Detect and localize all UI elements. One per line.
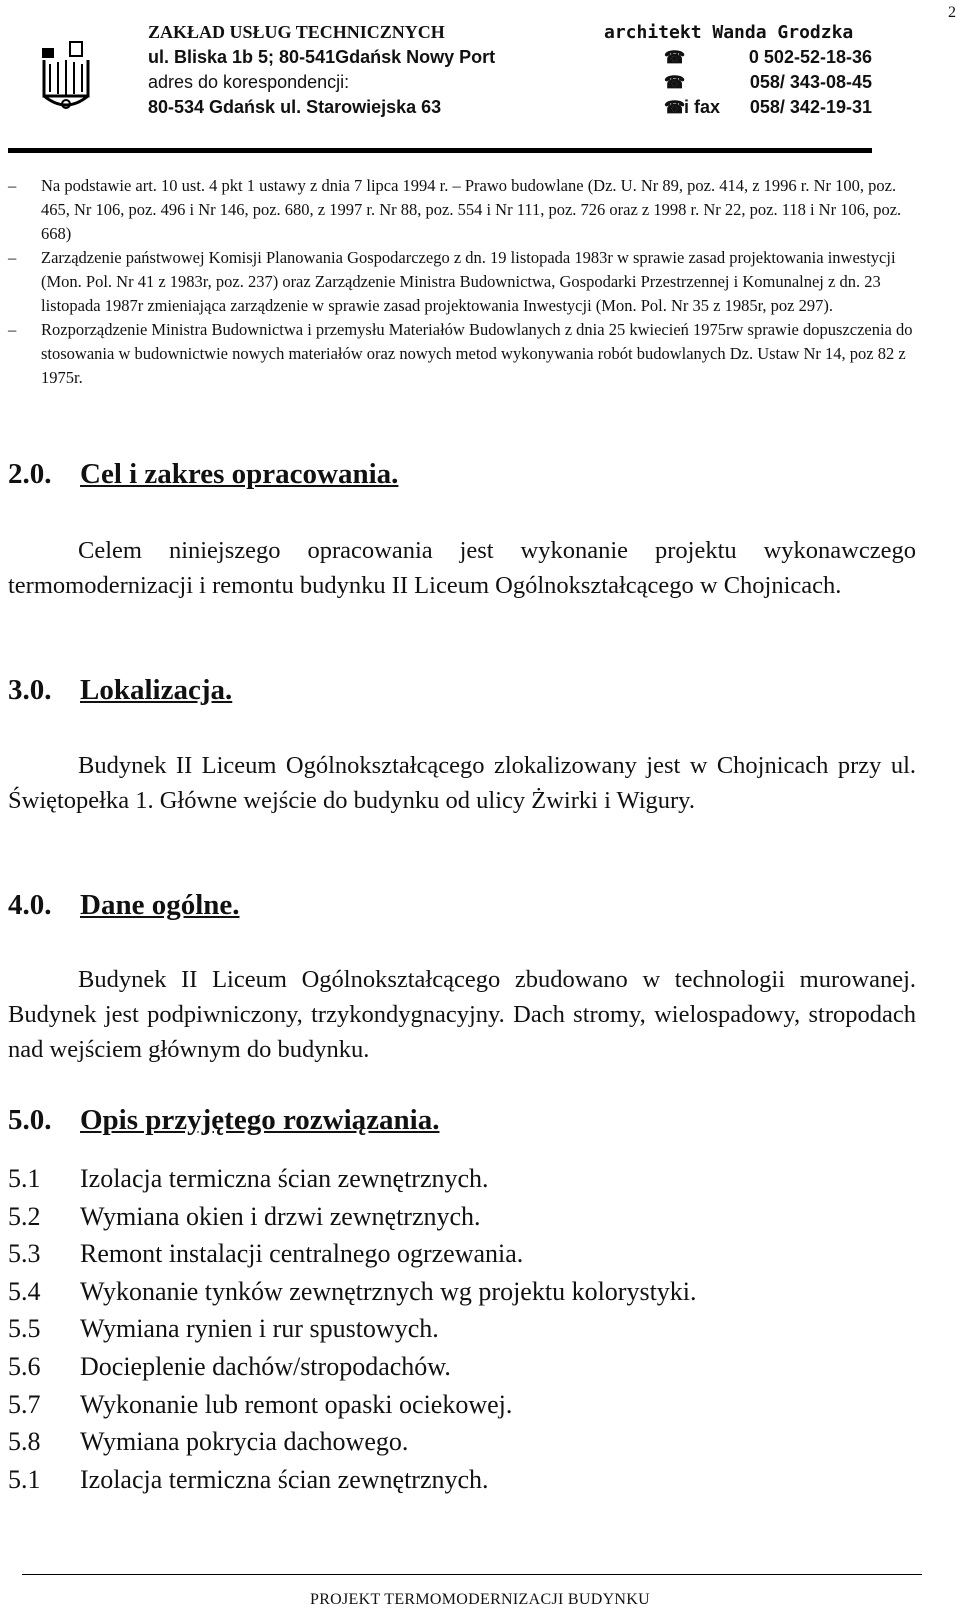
paragraph-text: II Liceum Ogólnokształcącego zlokalizowany jest w Chojnicach przy ul. Świętopełka 1. Główne wejście do budynku od ulicy Żwirki i Wigury. — [8, 752, 916, 814]
company-address: ul. Bliska 1b 5; 80-541Gdańsk Nowy Port — [148, 47, 496, 67]
list-item — [8, 246, 928, 318]
section-number: 3.0. — [8, 674, 52, 706]
list-item — [8, 174, 928, 246]
footer-divider — [22, 1574, 922, 1575]
section-heading-4 — [8, 889, 240, 922]
section-paragraph-3 — [8, 748, 916, 818]
legal-text: Rozporządzenie Ministra Budownictwa i przemysłu Materiałów Budowlanych z dnia 25 kwiecień 1975rw sprawie dopuszczenia do stosowania w budownictwie nowych materiałów oraz nowych metod wykonywania robót budowlanych Dz. Ustaw Nr 14, poz 82 z 1975r. — [41, 320, 913, 387]
item-text: Wymiana okien i drzwi zewnętrznych. — [80, 1201, 481, 1231]
list-item — [8, 1198, 697, 1236]
phone-number-1: 0 502-52-18-36 — [748, 47, 872, 67]
phone-number-2: 058/ 343-08-45 — [749, 72, 872, 92]
item-number: 5.2 — [8, 1201, 41, 1231]
item-number: 5.1 — [8, 1464, 41, 1494]
dash-bullet: – — [8, 248, 17, 267]
list-item — [8, 1160, 697, 1198]
item-text: Remont instalacji centralnego ogrzewania. — [80, 1239, 524, 1269]
list-item — [8, 1273, 697, 1311]
section-number: 4.0. — [8, 889, 52, 921]
item-number: 5.8 — [8, 1427, 41, 1457]
fax-number: 058/ 342-19-31 — [749, 97, 872, 117]
telephone-icon: ☎ — [664, 48, 686, 67]
item-number: 5.1 — [8, 1164, 41, 1193]
legal-basis-list — [8, 174, 928, 390]
item-text: Wykonanie lub remont opaski ociekowej. — [80, 1389, 513, 1419]
item-number: 5.4 — [8, 1276, 41, 1306]
section-heading-3 — [8, 674, 232, 707]
correspondence-label: adres do korespondencji: — [148, 72, 350, 92]
header-divider — [8, 148, 872, 153]
first-word: Budynek — [78, 752, 167, 779]
list-item — [8, 1423, 697, 1461]
section-heading-5 — [8, 1104, 439, 1137]
section-title: Opis przyjętego rozwiązania. — [80, 1104, 440, 1136]
item-text: Wykonanie tynków zewnętrznych wg projektu kolorystyki. — [80, 1276, 697, 1306]
item-text: Izolacja termiczna ścian zewnętrznych. — [80, 1464, 489, 1494]
section-paragraph-4 — [8, 962, 916, 1067]
section-title: Dane ogólne. — [80, 889, 240, 921]
footer-title: PROJEKT TERMOMODERNIZACJI BUDYNKU — [310, 1591, 650, 1608]
correspondence-address: 80-534 Gdańsk ul. Starowiejska 63 — [148, 97, 442, 117]
section-heading-2 — [8, 458, 398, 491]
section-title: Lokalizacja. — [80, 674, 233, 706]
company-name: ZAKŁAD USŁUG TECHNICZNYCH — [148, 22, 445, 42]
header-contact-block — [604, 20, 872, 120]
section-paragraph-2 — [8, 533, 916, 603]
item-text: Docieplenie dachów/stropodachów. — [80, 1351, 451, 1381]
item-number: 5.3 — [8, 1239, 41, 1269]
item-number: 5.6 — [8, 1351, 41, 1381]
item-text: Wymiana rynien i rur spustowych. — [80, 1314, 439, 1344]
first-word: Budynek — [78, 966, 167, 993]
legal-text: Na podstawie art. 10 ust. 4 pkt 1 ustawy z dnia 7 lipca 1994 r. – Prawo budowlane (Dz. U. Nr 89, poz. 414, z 1996 r. Nr 100, poz. 465, Nr 106, poz. 496 i Nr 146, poz. 680, z 1997 r. Nr 88, poz. 554 i Nr 111, poz. 726 oraz z 1998 r. Nr 22, poz. 118 i Nr 106, poz. 668) — [41, 176, 902, 243]
telephone-icon: ☎ — [664, 73, 686, 92]
list-item — [8, 318, 928, 390]
list-item — [8, 1235, 697, 1273]
list-item — [8, 1461, 697, 1499]
dash-bullet: – — [8, 176, 17, 195]
solution-items-list — [8, 1160, 697, 1498]
architect-name: architekt Wanda Grodzka — [604, 22, 854, 43]
telephone-icon: ☎ — [664, 98, 686, 117]
header-company-block — [148, 20, 495, 120]
legal-text: Zarządzenie państwowej Komisji Planowania Gospodarczego z dn. 19 listopada 1983r w sprawie zasad projektowania inwestycji (Mon. Pol. Nr 41 z 1983r, poz. 237) oraz Zarządzenie Ministra Budownictwa, Gospodarki Przestrzennej i Komunalnej z dn. 23 listopada 1987r zmieniająca zarządzenie w sprawie zasad projektowania Inwestycji (Mon. Pol. Nr 35 z 1985r, poz 297). — [41, 248, 896, 315]
list-item — [8, 1348, 697, 1386]
section-title: Cel i zakres opracowania. — [80, 458, 399, 490]
fax-label: i fax — [684, 97, 721, 117]
item-number: 5.5 — [8, 1314, 41, 1344]
list-item — [8, 1310, 697, 1348]
paragraph-text: niniejszego opracowania jest wykonanie projektu wykonawczego termomodernizacji i remontu budynku II Liceum Ogólnokształcącego w Chojnicach. — [8, 537, 917, 599]
item-number: 5.7 — [8, 1389, 41, 1419]
list-item — [8, 1386, 697, 1424]
dash-bullet: – — [8, 320, 17, 339]
item-text: Wymiana pokrycia dachowego. — [80, 1427, 409, 1457]
page-number: 2 — [948, 4, 956, 21]
section-number: 2.0. — [8, 458, 52, 490]
paragraph-text: II Liceum Ogólnokształcącego zbudowano w technologii murowanej. Budynek jest podpiwniczony, trzykondygnacyjny. Dach stromy, wielospadowy, stropodach nad wejściem głównym do budynku. — [8, 966, 916, 1063]
company-logo — [40, 40, 92, 112]
first-word: Celem — [78, 537, 142, 564]
section-number: 5.0. — [8, 1104, 52, 1136]
item-text: Izolacja termiczna ścian zewnętrznych. — [80, 1164, 489, 1193]
